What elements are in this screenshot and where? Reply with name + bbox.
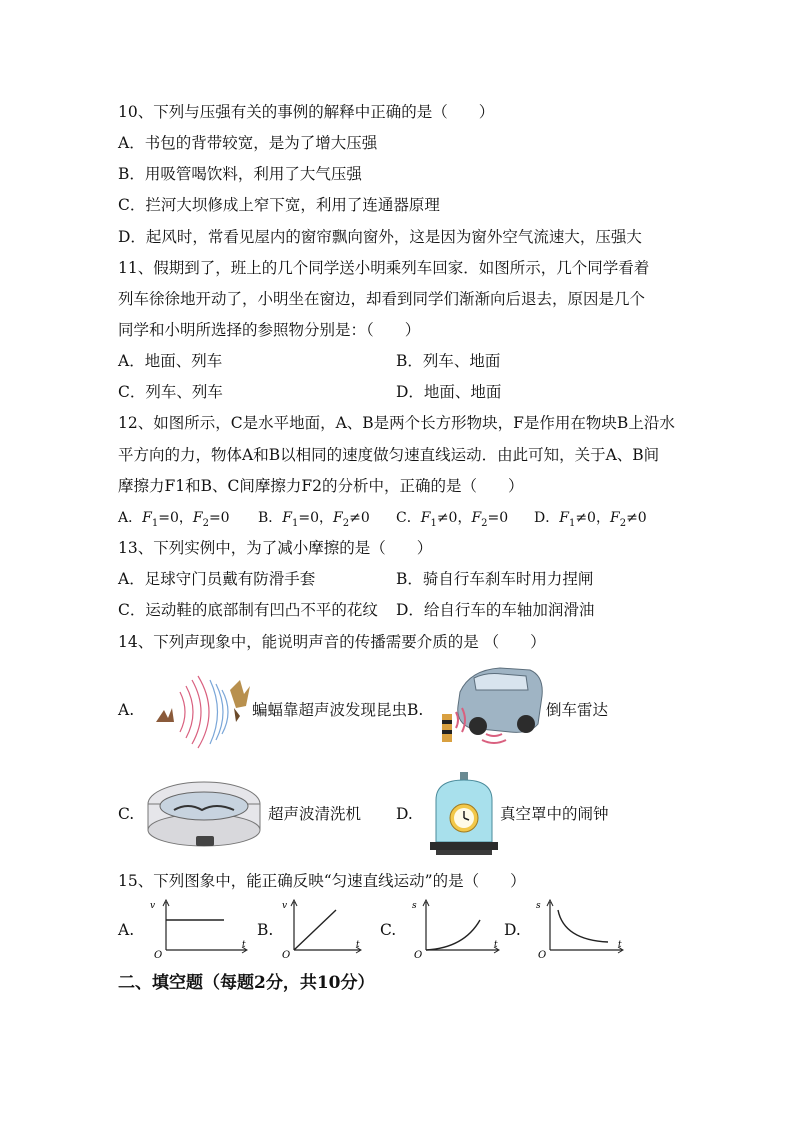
ultrasonic-cleaner-image [144,774,264,850]
q11-stem-line1: 11、假期到了，班上的几个同学送小明乘列车回家．如图所示，几个同学看着 [118,259,650,277]
q14-label-a: A. [118,701,135,719]
q14-text-d: 真空罩中的闹钟 [500,805,609,823]
q10-option-c: C．拦河大坝修成上窄下宽，利用了连通器原理 [118,196,440,214]
q15-label-a: A. [118,921,135,939]
q12-option-b: B．$F_1=0$，$F_2\ne 0$ [258,510,370,529]
q12-option-c: C．$F_1\ne 0$，$F_2=0$ [396,510,509,529]
q13-option-d: D．给自行车的车轴加润滑油 [396,601,595,619]
q12-option-a: A．$F_1=0$，$F_2=0$ [118,510,230,529]
q11-option-c: C．列车、列车 [118,383,223,401]
graph-a-x-label: t [242,940,246,950]
q12-option-d: D．$F_1\ne 0$，$F_2\ne 0$ [534,510,647,529]
q15-label-c: C. [380,921,397,939]
q11-option-d: D．地面、地面 [396,383,502,401]
q14-stem: 14、下列声现象中，能说明声音的传播需要介质的是 （ ） [118,633,546,651]
q11-option-b: B．列车、地面 [396,352,501,370]
graph-a-v-t-horizontal [142,896,252,960]
graph-c-x-label: t [494,940,498,950]
q15-label-d: D. [504,921,521,939]
graph-b-x-label: t [356,940,360,950]
graph-c-y-label: s [412,901,417,911]
q14-text-c: 超声波清洗机 [268,805,362,823]
graph-a-y-label: v [150,901,156,911]
graph-a-origin: O [154,950,163,960]
q14-label-d: D. [396,805,413,823]
graph-c-s-t-curve-up [404,896,504,960]
q10-option-a: A．书包的背带较宽，是为了增大压强 [118,134,378,152]
q10-option-d: D．起风时，常看见屋内的窗帘飘向窗外，这是因为窗外空气流速大，压强大 [118,228,642,246]
graph-b-y-label: v [282,901,288,911]
q11-stem-line2: 列车徐徐地开动了，小明坐在窗边，却看到同学们渐渐向后退去，原因是几个 [118,290,646,308]
vacuum-bell-jar-alarm-image [426,770,502,858]
q11-option-a: A．地面、列车 [118,352,223,370]
q14-text-a: 蝙蝠靠超声波发现昆虫B. [252,701,424,719]
q12-stem-line1: 12、如图所示，C是水平地面，A、B是两个长方形物块，F是作用在物块B上沿水 [118,414,675,432]
q10-stem: 10、下列与压强有关的事例的解释中正确的是（ ） [118,103,495,121]
graph-b-v-t-line [276,896,366,960]
bat-ultrasound-image [150,672,254,752]
graph-d-y-label: s [536,901,541,911]
graph-d-origin: O [538,950,547,960]
graph-c-origin: O [414,950,423,960]
q14-label-c: C. [118,805,135,823]
q11-stem-line3: 同学和小明所选择的参照物分别是：（ ） [118,321,421,339]
graph-b-origin: O [282,950,291,960]
q13-option-c: C．运动鞋的底部制有凹凸不平的花纹 [118,601,378,619]
q12-stem-line2: 平方向的力，物体A和B以相同的速度做匀速直线运动．由此可知，关于A、B间 [118,446,660,464]
q15-label-b: B. [257,921,274,939]
section-title: 二、填空题（每题2分，共10分） [118,973,375,993]
q10-option-b: B．用吸管喝饮料，利用了大气压强 [118,165,362,183]
q13-option-a: A．足球守门员戴有防滑手套 [118,570,316,588]
q15-stem: 15、下列图象中，能正确反映“匀速直线运动”的是（ ） [118,872,526,890]
graph-d-x-label: t [618,940,622,950]
q14-text-b: 倒车雷达 [546,701,609,719]
car-reversing-radar-image [430,662,548,750]
graph-d-s-t-curve-down [528,896,628,960]
q12-stem-line3: 摩擦力F1和B、C间摩擦力F2的分析中，正确的是（ ） [118,477,524,495]
q13-stem: 13、下列实例中，为了减小摩擦的是（ ） [118,539,433,557]
q13-option-b: B．骑自行车刹车时用力捏闸 [396,570,594,588]
